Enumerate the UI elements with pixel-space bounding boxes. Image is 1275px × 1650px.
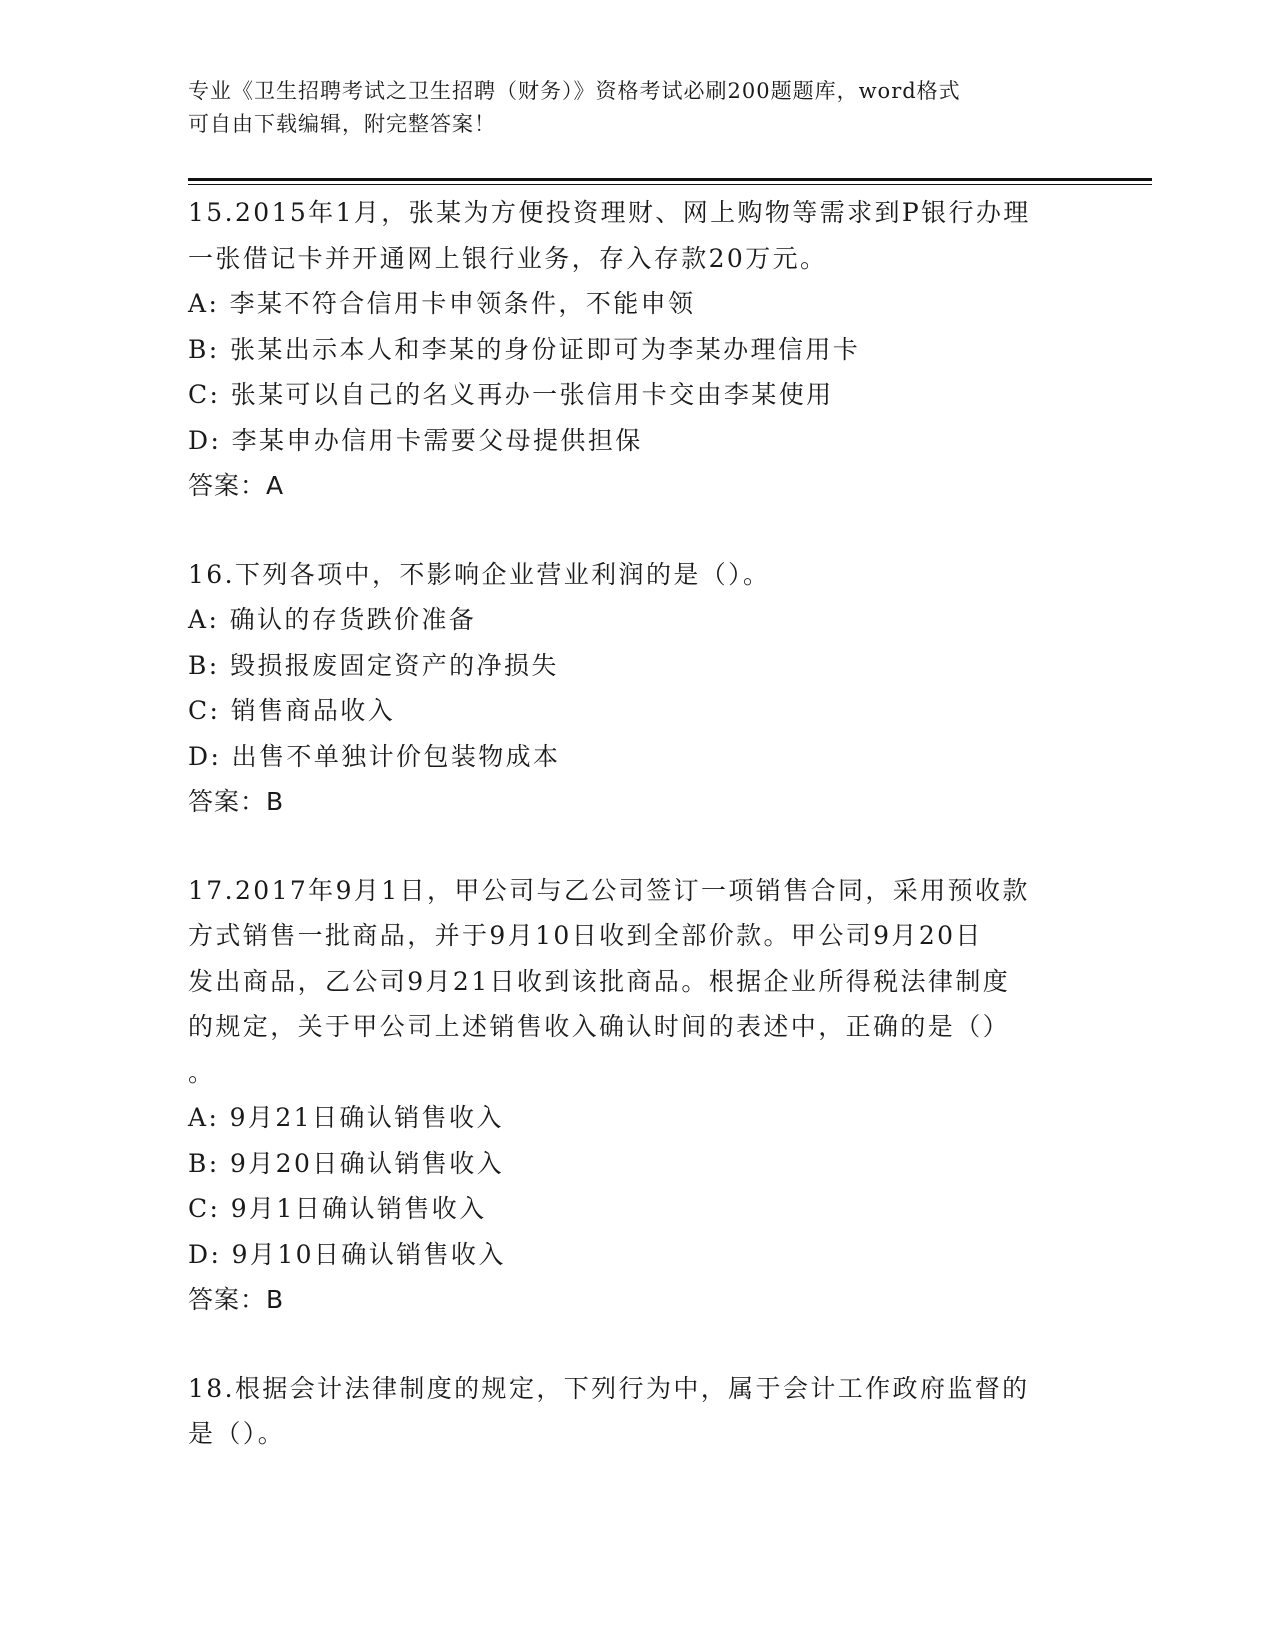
answer-line: 答案：B <box>188 787 285 816</box>
option-a: A: 确认的存货跌价准备 <box>188 605 477 634</box>
option-c: C: 张某可以自己的名义再办一张信用卡交由李某使用 <box>188 380 834 409</box>
option-d: D: 9月10日确认销售收入 <box>188 1239 506 1269</box>
question-16 <box>188 552 1088 825</box>
question-15 <box>188 190 1088 509</box>
header-rule-thick <box>188 178 1152 181</box>
question-stem-line: 一张借记卡并开通网上银行业务，存入存款20万元。 <box>188 243 828 273</box>
question-stem-line: 的规定，关于甲公司上述销售收入确认时间的表述中，正确的是（） <box>188 1012 1011 1041</box>
question-17 <box>188 868 1088 1323</box>
option-d: D: 出售不单独计价包装物成本 <box>188 741 561 771</box>
option-c: C: 销售商品收入 <box>188 696 396 725</box>
question-stem-line: 。 <box>188 1057 216 1087</box>
header-line-1: 专业《卫生招聘考试之卫生招聘（财务）》资格考试必刷200题题库，word格式 <box>188 79 961 103</box>
answer-line: 答案：A <box>188 471 285 500</box>
question-stem-line: 15.2015年1月，张某为方便投资理财、网上购物等需求到P银行办理 <box>188 198 1031 227</box>
option-c: C: 9月1日确认销售收入 <box>188 1194 487 1223</box>
option-d: D: 李某申办信用卡需要父母提供担保 <box>188 425 643 455</box>
question-stem-line: 17.2017年9月1日，甲公司与乙公司签订一项销售合同，采用预收款 <box>188 875 1030 905</box>
question-stem-line: 方式销售一批商品，并于9月10日收到全部价款。甲公司9月20日 <box>188 921 983 950</box>
option-b: B: 毁损报废固定资产的净损失 <box>188 650 559 680</box>
header-rule-thin <box>188 184 1152 185</box>
question-stem-line: 18.根据会计法律制度的规定，下列行为中，属于会计工作政府监督的 <box>188 1373 1030 1403</box>
option-b: B: 张某出示本人和李某的身份证即可为李某办理信用卡 <box>188 334 861 364</box>
header-line-2: 可自由下载编辑，附完整答案！ <box>188 112 496 136</box>
option-a: A: 9月21日确认销售收入 <box>188 1103 504 1132</box>
question-list <box>188 190 1088 1500</box>
document-header <box>188 75 1068 141</box>
question-stem-line: 16.下列各项中，不影响企业营业利润的是（）。 <box>188 559 771 589</box>
question-stem-line: 是（）。 <box>188 1419 286 1448</box>
option-a: A: 李某不符合信用卡申领条件，不能申领 <box>188 289 696 318</box>
answer-line: 答案：B <box>188 1285 285 1314</box>
question-stem-line: 发出商品，乙公司9月21日收到该批商品。根据企业所得税法律制度 <box>188 966 1011 996</box>
question-18 <box>188 1366 1088 1457</box>
option-b: B: 9月20日确认销售收入 <box>188 1148 505 1178</box>
